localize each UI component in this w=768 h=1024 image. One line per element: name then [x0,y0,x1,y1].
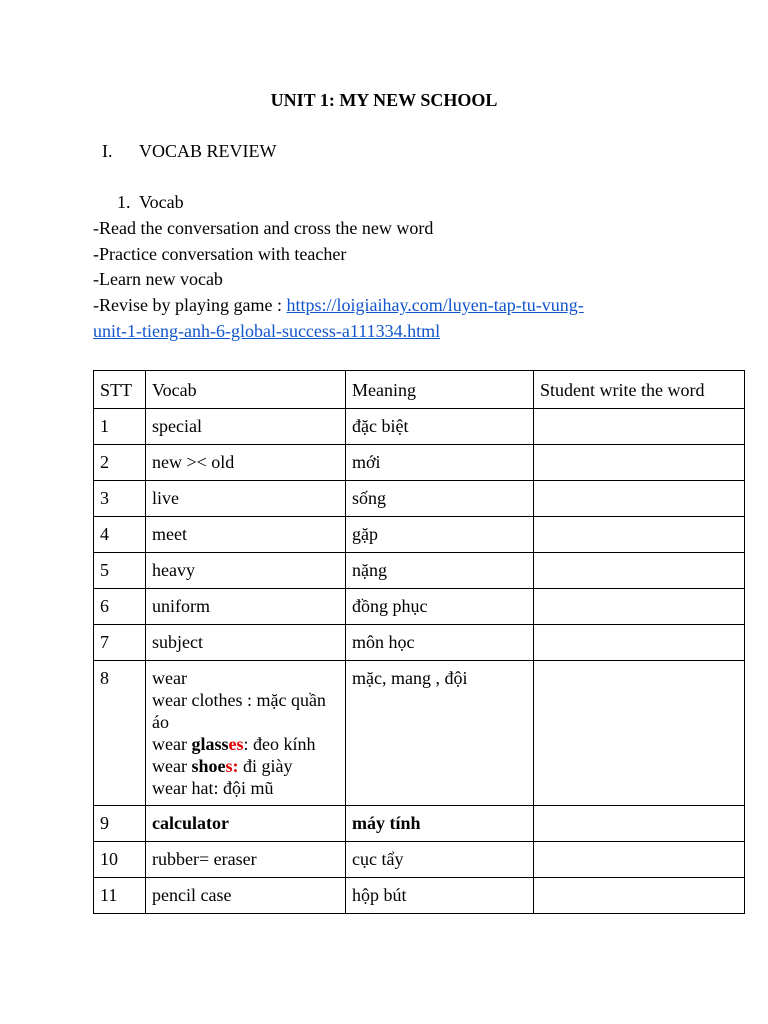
cell-vocab: special [146,409,346,445]
cell-meaning: đặc biệt [346,409,534,445]
instruction-line: -Learn new vocab [93,269,223,290]
vocab-highlight: s: [225,756,239,776]
cell-write[interactable] [534,409,745,445]
cell-write[interactable] [534,842,745,878]
vocab-line: wear clothes : mặc quần áo [152,690,326,732]
table-header-row [94,371,745,409]
table-row [94,842,745,878]
table-row [94,409,745,445]
vocab-text: wear [152,734,192,754]
cell-stt: 11 [94,878,146,914]
vocab-text: wear [152,756,192,776]
vocab-bold: glass [191,734,229,754]
cell-meaning: sống [346,481,534,517]
header-write: Student write the word [534,371,745,409]
header-meaning: Meaning [346,371,534,409]
cell-vocab: subject [146,625,346,661]
vocab-line: wear [152,668,187,688]
cell-stt: 7 [94,625,146,661]
instruction-line: -Practice conversation with teacher [93,243,347,264]
cell-stt: 3 [94,481,146,517]
table-row [94,517,745,553]
cell-write[interactable] [534,661,745,806]
cell-meaning: cục tẩy [346,842,534,878]
header-vocab: Vocab [146,371,346,409]
vocab-text: : đeo kính [243,734,316,754]
vocab-highlight: es [228,734,244,754]
cell-meaning: máy tính [346,806,534,842]
table-row [94,445,745,481]
table-row [94,481,745,517]
cell-stt: 9 [94,806,146,842]
cell-write[interactable] [534,589,745,625]
header-stt: STT [94,371,146,409]
cell-write[interactable] [534,445,745,481]
vocab-bold: shoe [191,756,226,776]
subsection-label: Vocab [139,192,184,212]
revise-line [93,293,713,319]
cell-write[interactable] [534,517,745,553]
section-label: VOCAB REVIEW [139,141,277,161]
cell-vocab [146,661,346,806]
cell-vocab: rubber= eraser [146,842,346,878]
cell-meaning: gặp [346,517,534,553]
cell-write[interactable] [534,878,745,914]
cell-stt: 10 [94,842,146,878]
table-row [94,806,745,842]
vocab-line [152,733,339,755]
table-row [94,625,745,661]
section-number: I. [102,141,113,161]
cell-meaning: môn học [346,625,534,661]
instructions [93,216,713,345]
revise-line-2 [93,319,713,345]
cell-vocab: heavy [146,553,346,589]
vocab-text: đi giày [238,756,293,776]
instruction-line: -Read the conversation and cross the new word [93,218,434,238]
cell-vocab: meet [146,517,346,553]
subsection-number: 1. [117,192,131,212]
page-title: UNIT 1: MY NEW SCHOOL [270,90,498,110]
table-row [94,589,745,625]
cell-stt: 2 [94,445,146,481]
table-row [94,661,745,806]
cell-write[interactable] [534,806,745,842]
table-row [94,878,745,914]
cell-write[interactable] [534,553,745,589]
vocab-table [93,370,745,914]
game-link-continued[interactable]: unit-1-tieng-anh-6-global-success-a111334.html [93,320,441,341]
cell-write[interactable] [534,625,745,661]
cell-meaning: mặc, mang , đội [346,661,534,806]
cell-vocab: pencil case [146,878,346,914]
cell-stt: 4 [94,517,146,553]
subsection-heading [117,191,184,213]
cell-meaning: hộp bút [346,878,534,914]
cell-stt: 5 [94,553,146,589]
cell-write[interactable] [534,481,745,517]
cell-stt: 1 [94,409,146,445]
cell-meaning: nặng [346,553,534,589]
vocab-line [152,755,339,777]
section-heading [102,140,277,162]
vocab-line: wear hat: đội mũ [152,778,274,798]
cell-stt: 6 [94,589,146,625]
table-row [94,553,745,589]
cell-meaning: mới [346,445,534,481]
cell-stt: 8 [94,661,146,806]
cell-vocab: live [146,481,346,517]
cell-meaning: đồng phục [346,589,534,625]
game-link[interactable]: https://loigiaihay.com/luyen-tap-tu-vung- [286,295,584,316]
cell-vocab: uniform [146,589,346,625]
cell-vocab: new >< old [146,445,346,481]
cell-vocab: calculator [146,806,346,842]
revise-prefix: -Revise by playing game : [93,295,287,316]
